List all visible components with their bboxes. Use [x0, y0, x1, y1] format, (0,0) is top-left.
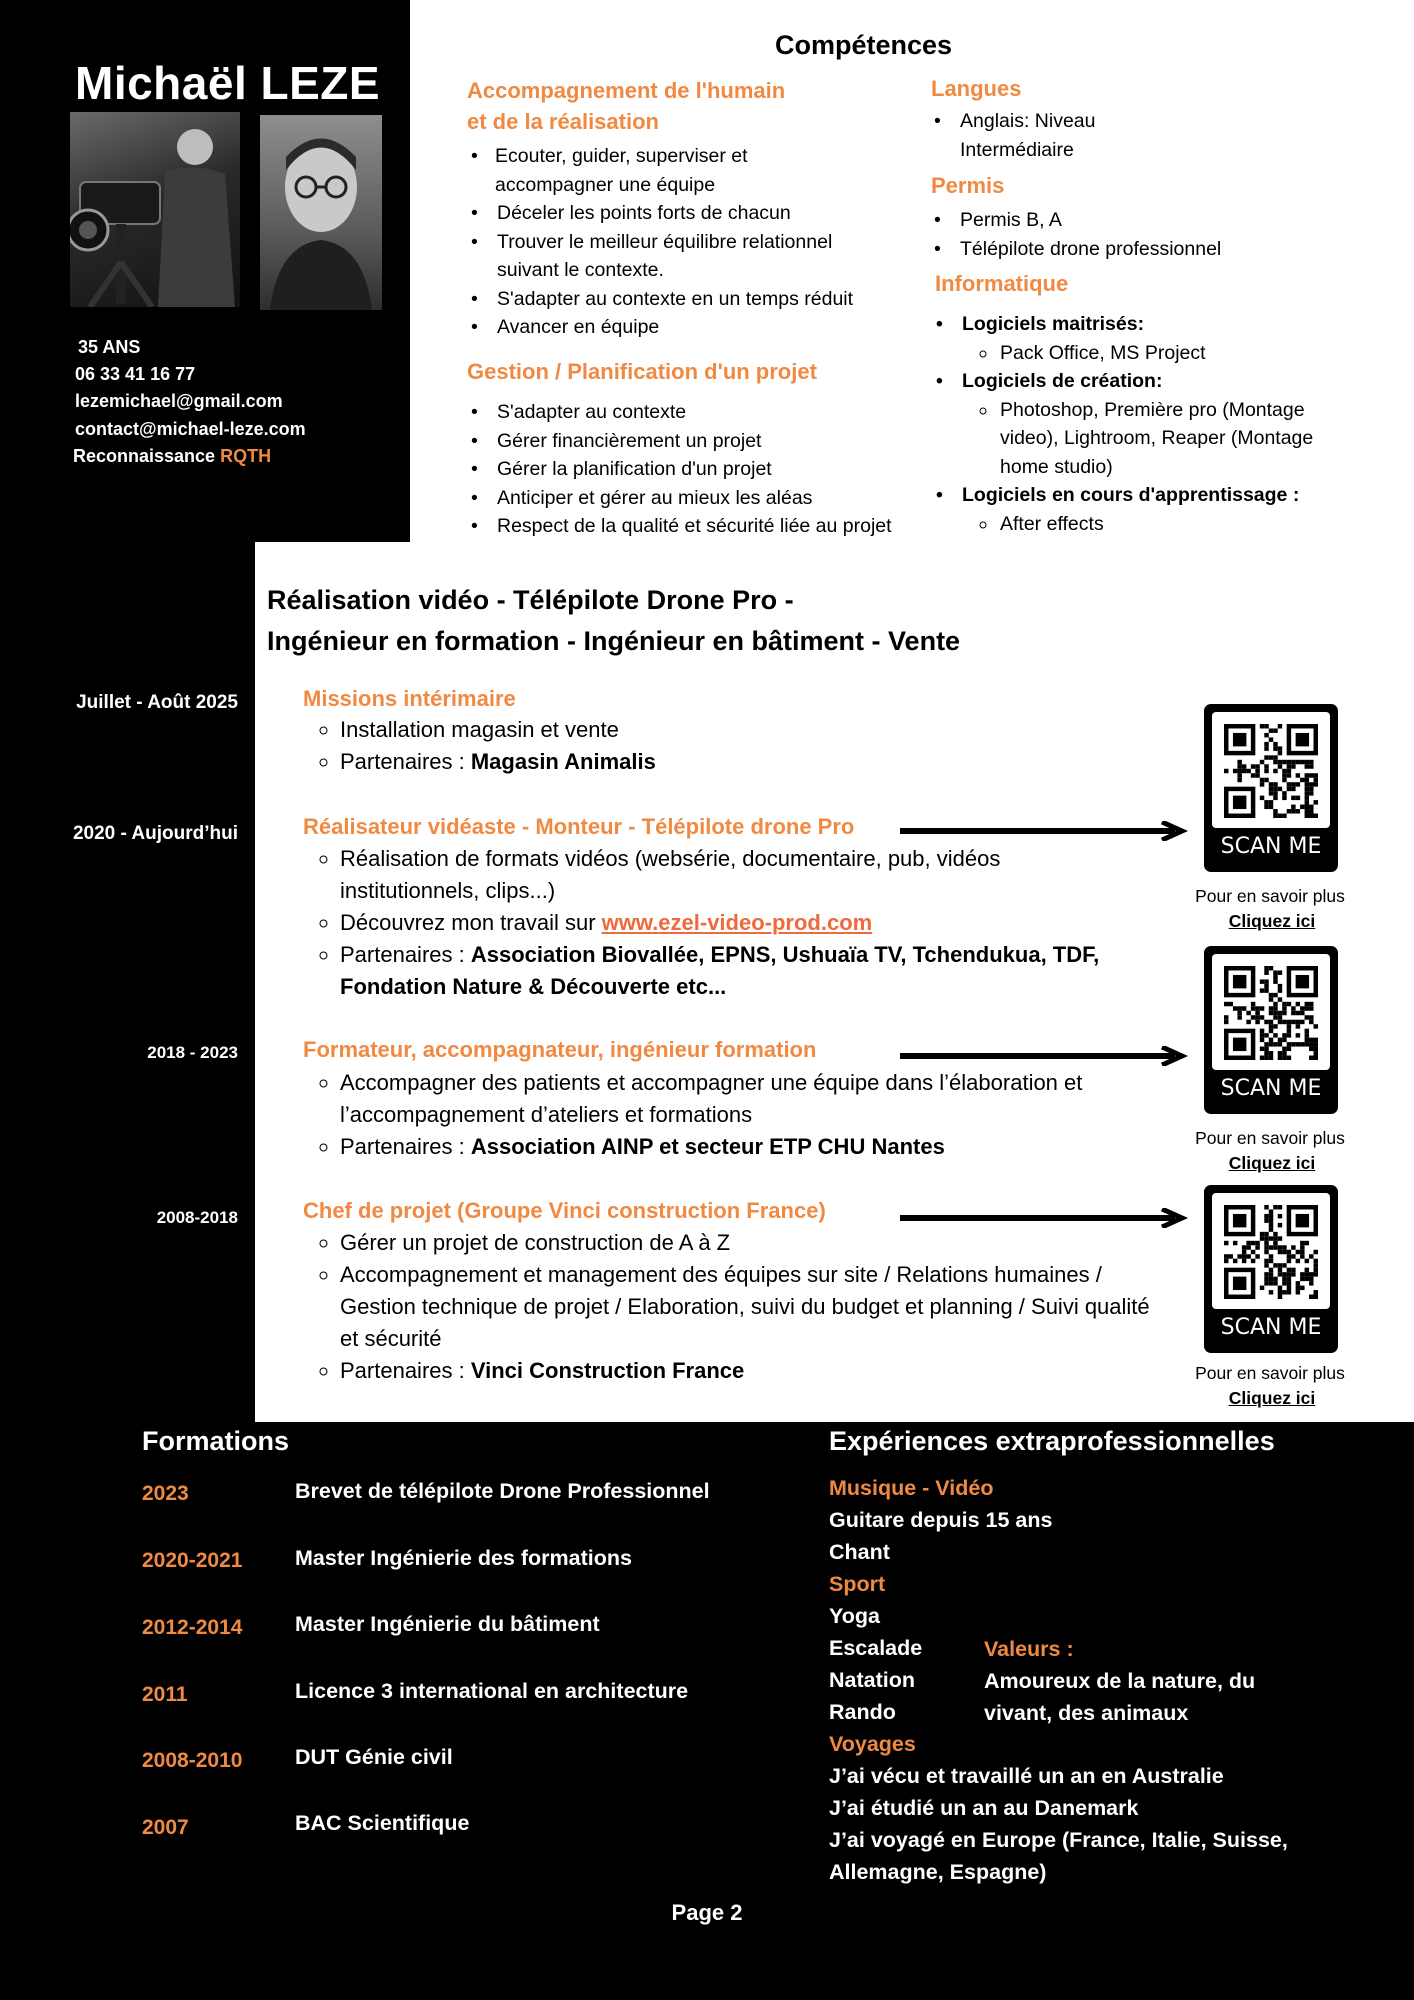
email-contact[interactable]: contact@michael-leze.com: [75, 419, 306, 439]
permis-title: Permis: [931, 173, 1005, 198]
arrow-right-icon: [900, 1046, 1190, 1066]
list-subitem: ◦ Photoshop, Première pro (Montage video), Lightroom, Reaper (Montage home studio): [998, 396, 1350, 482]
formations-title: Formations: [142, 1426, 290, 1456]
list-item: • Permis B, A: [934, 209, 1062, 231]
candidate-name: Michaël LEZE: [75, 57, 381, 109]
click-here-link[interactable]: Cliquez ici: [1228, 1153, 1316, 1173]
qr-code-vinci[interactable]: [1204, 1185, 1338, 1353]
work-link-item: ◦ Découvrez mon travail sur www.ezel-video-prod.com: [340, 907, 1110, 939]
experience-title-line2: Ingénieur en formation - Ingénieur en bâtiment - Vente: [267, 626, 961, 656]
extra-title: Expériences extraprofessionnelles: [829, 1426, 1275, 1456]
list-item: ◦ Accompagner des patients et accompagner une équipe dans l’élaboration et l’accompagnement d’ateliers et formations: [340, 1067, 1140, 1131]
langues-list: [934, 107, 1158, 164]
formation-label: Master Ingénierie des formations: [295, 1546, 632, 1570]
list-item: • Avancer en équipe: [471, 316, 660, 338]
qr-code-icon: [1224, 724, 1318, 818]
recognition-rqth: [73, 446, 271, 467]
extra-item: Rando: [829, 1700, 896, 1724]
values-text: Amoureux de la nature, du vivant, des animaux: [984, 1669, 1256, 1725]
informatique-title: Informatique: [935, 271, 1069, 296]
photo-portrait: [260, 115, 382, 310]
camera-operator-illustration: [70, 112, 240, 307]
list-item: • Gérer financièrement un projet: [471, 429, 762, 452]
phone-number: 06 33 41 16 77: [75, 364, 196, 384]
accompagnement-title: [467, 75, 927, 137]
formation-label: Licence 3 international en architecture: [295, 1679, 689, 1703]
qr-code-formation[interactable]: [1204, 946, 1338, 1114]
experience-title-line1: Réalisation vidéo - Télépilote Drone Pro -: [267, 585, 794, 615]
job-date: 2020 - Aujourd’hui: [72, 823, 238, 844]
extra-heading: Musique - Vidéo: [829, 1476, 994, 1500]
email-personal[interactable]: lezemichael@gmail.com: [75, 391, 283, 411]
job-title: Missions intérimaire: [303, 686, 516, 711]
extra-item: J’ai vécu et travaillé un an en Australie: [829, 1764, 1224, 1788]
extra-item: Chant: [829, 1540, 890, 1564]
extra-item: J’ai voyagé en Europe (France, Italie, Suisse, Allemagne, Espagne): [829, 1828, 1288, 1884]
age: 35 ANS: [78, 337, 141, 357]
formation-label: DUT Génie civil: [295, 1745, 453, 1769]
list-item: • Anglais: Niveau Intermédiaire: [934, 110, 1096, 161]
portrait-illustration: [260, 115, 382, 310]
partners-item: ◦ Partenaires : Vinci Construction France: [340, 1355, 1152, 1387]
list-item: • Déceler les points forts de chacun: [471, 202, 791, 224]
competences-title: Compétences: [775, 30, 953, 60]
more-info-text: Pour en savoir plus: [1195, 1363, 1345, 1383]
values-title: Valeurs :: [984, 1637, 1074, 1661]
extra-heading: Sport: [829, 1572, 886, 1596]
list-item: • Logiciels en cours d'apprentissage : ◦ After effects: [960, 481, 1370, 538]
formation-year: 2020-2021: [142, 1549, 243, 1572]
partners-item: ◦ Partenaires : Magasin Animalis: [340, 746, 1150, 778]
job-details: [340, 714, 1150, 778]
partners-item: ◦ Partenaires : Association AINP et secteur ETP CHU Nantes: [340, 1131, 1140, 1163]
formation-label: Master Ingénierie du bâtiment: [295, 1612, 600, 1636]
accompagnement-list: [471, 142, 935, 342]
formation-label: Brevet de télépilote Drone Professionnel: [295, 1479, 710, 1503]
more-info-text: Pour en savoir plus: [1195, 886, 1345, 906]
recognition-value: RQTH: [220, 446, 272, 466]
gestion-list: [471, 398, 940, 541]
job-date: 2008-2018: [156, 1208, 238, 1227]
permis-list: [934, 206, 1298, 263]
extra-item: J’ai étudié un an au Danemark: [829, 1796, 1139, 1820]
extra-item: Guitare depuis 15 ans: [829, 1508, 1053, 1532]
list-item: • S'adapter au contexte: [471, 401, 687, 423]
job-details: [340, 843, 1110, 1003]
list-item: ◦ Réalisation de formats vidéos (websérie, documentaire, pub, vidéos institutionnels, clips...): [340, 843, 1110, 907]
job-title: Réalisateur vidéaste - Monteur - Télépilote drone Pro: [303, 814, 855, 839]
extra-heading: Voyages: [829, 1732, 916, 1756]
more-info-text: Pour en savoir plus: [1195, 1128, 1345, 1148]
list-item: ◦ Installation magasin et vente: [340, 714, 1150, 746]
list-item: • Télépilote drone professionnel: [934, 237, 1222, 260]
list-item: • Logiciels de création: ◦ Photoshop, Première pro (Montage video), Lightroom, Reaper (Montage home studio): [960, 367, 1370, 481]
job-date: Juillet - Août 2025: [76, 692, 238, 713]
list-item: ◦ Accompagnement et management des équipes sur site / Relations humaines / Gestion technique de projet / Elaboration, suivi du budget et planning / Suivi qualité et sécurité: [340, 1259, 1152, 1355]
formation-year: 2023: [142, 1482, 189, 1505]
experience-title: [267, 580, 960, 662]
page-number: Page 2: [671, 1900, 743, 1925]
informatique-list: [936, 310, 1370, 538]
list-subitem: ◦ Pack Office, MS Project: [998, 339, 1370, 368]
list-item: ◦ Gérer un projet de construction de A à Z: [340, 1227, 1152, 1259]
partners-item: ◦ Partenaires : Association Biovallée, EPNS, Ushuaïa TV, Tchendukua, TDF, Fondation Nature & Découverte etc...: [340, 939, 1110, 1003]
list-item: • Respect de la qualité et sécurité liée au projet: [471, 515, 892, 537]
timeline-bar: [0, 542, 255, 1422]
extra-item: Natation: [829, 1668, 915, 1692]
photo-filming-with-camera: [70, 112, 240, 307]
click-here-link[interactable]: Cliquez ici: [1228, 911, 1316, 931]
list-item: • Gérer la planification d'un projet: [471, 458, 772, 480]
arrow-right-icon: [900, 1208, 1190, 1228]
job-date: 2018 - 2023: [147, 1043, 238, 1062]
langues-title: Langues: [931, 76, 1022, 101]
formation-year: 2007: [142, 1816, 189, 1839]
scan-me-label: SCAN ME: [1220, 1076, 1322, 1101]
extra-item: Yoga: [829, 1604, 880, 1628]
gestion-title: Gestion / Planification d'un projet: [467, 359, 817, 384]
job-title: Chef de projet (Groupe Vinci construction France): [303, 1198, 826, 1223]
click-here-link[interactable]: Cliquez ici: [1228, 1388, 1316, 1408]
formation-year: 2008-2010: [142, 1749, 243, 1772]
formation-year: 2011: [142, 1683, 188, 1706]
list-item: • Logiciels maitrisés: ◦ Pack Office, MS Project: [960, 310, 1370, 367]
recognition-label: Reconnaissance: [73, 446, 216, 466]
accompagnement-title-text: Accompagnement de l'humain et de la réalisation: [467, 78, 786, 134]
job-details: [340, 1067, 1140, 1163]
scan-me-label: SCAN ME: [1220, 1315, 1322, 1340]
job-title: Formateur, accompagnateur, ingénieur formation: [303, 1037, 817, 1062]
list-item: • Ecouter, guider, superviser et accompagner une équipe: [471, 145, 748, 196]
job-details: [340, 1227, 1152, 1387]
qr-code-icon: [1224, 966, 1318, 1060]
scan-me-label: SCAN ME: [1220, 834, 1322, 859]
list-item: • Anticiper et gérer au mieux les aléas: [471, 486, 813, 509]
list-item: • S'adapter au contexte en un temps réduit: [471, 287, 854, 310]
qr-code-video[interactable]: [1204, 704, 1338, 872]
list-item: • Trouver le meilleur équilibre relationnel suivant le contexte.: [471, 230, 833, 281]
formation-label: BAC Scientifique: [295, 1811, 470, 1835]
portfolio-link[interactable]: www.ezel-video-prod.com: [601, 910, 873, 935]
qr-code-icon: [1224, 1205, 1318, 1299]
arrow-right-icon: [900, 821, 1190, 841]
list-subitem: ◦ After effects: [998, 510, 1370, 539]
formation-year: 2012-2014: [142, 1616, 243, 1639]
extra-item: Escalade: [829, 1636, 923, 1660]
